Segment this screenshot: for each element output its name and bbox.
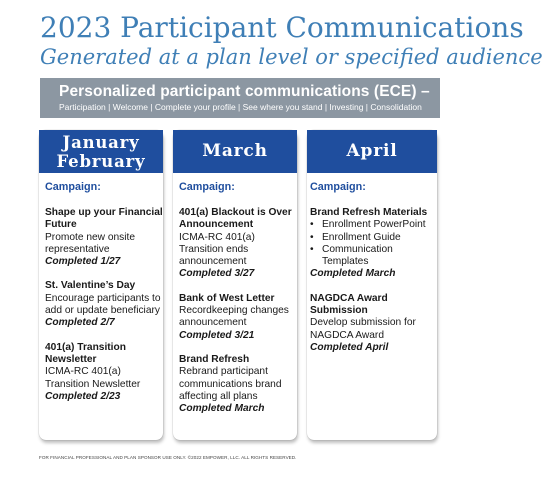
bullet-text: Communication Templates [322, 243, 393, 268]
card-header-line: March [202, 141, 268, 161]
item-status: Completed 2/7 [45, 317, 115, 329]
card-body [173, 173, 297, 415]
card-january-february [39, 130, 163, 440]
bullet-list [310, 219, 437, 268]
campaign-item [179, 293, 297, 342]
card-body [39, 173, 163, 403]
item-status: Completed March [179, 403, 265, 415]
card-april [307, 130, 437, 440]
item-status: Completed 3/27 [179, 268, 255, 280]
item-title: NAGDCA Award Submission [310, 292, 388, 317]
bullet-icon: • [310, 243, 314, 255]
item-title: Shape up your Financial Future [45, 207, 163, 231]
campaign-label: Campaign: [179, 181, 235, 193]
campaign-label: Campaign: [45, 181, 101, 193]
item-description: Recordkeeping changes announcement [179, 305, 289, 329]
campaign-item [45, 207, 163, 268]
bullet-text: Enrollment Guide [322, 231, 401, 243]
item-status: Completed 1/27 [45, 256, 121, 268]
campaign-label: Campaign: [310, 181, 366, 193]
item-description: Rebrand participant communications brand affecting all plans [179, 366, 282, 402]
item-description: Promote new onsite representative [45, 231, 136, 255]
item-status: Completed March [310, 268, 396, 280]
bullet-text: Enrollment PowerPoint [322, 219, 426, 231]
campaign-item [45, 280, 163, 329]
item-description: Encourage participants to add or update beneficiary [45, 292, 161, 317]
page-title: 2023 Participant Communications [40, 11, 524, 44]
bullet-icon: • [310, 219, 314, 231]
card-march [173, 130, 297, 440]
card-body [307, 173, 437, 354]
item-title: Bank of West Letter [179, 292, 275, 304]
campaign-item [310, 293, 437, 354]
item-title: 401(a) Transition Newsletter [45, 341, 126, 365]
item-description: ICMA-RC 401(a) Transition ends announcement [179, 231, 255, 268]
ece-banner [40, 78, 440, 118]
card-header [173, 130, 297, 173]
page-subtitle: Generated at a plan level or specified audience [40, 45, 543, 69]
card-header-line: February [56, 151, 146, 171]
bullet-icon: • [310, 231, 314, 243]
card-header-line: April [346, 141, 398, 161]
item-description: Develop submission for NAGDCA Award [310, 317, 416, 341]
bullet-item [310, 232, 437, 244]
item-status: Completed April [310, 341, 389, 353]
campaign-item [179, 354, 297, 415]
item-title: Brand Refresh Materials [310, 207, 428, 218]
item-title: St. Valentine’s Day [45, 280, 136, 292]
item-status: Completed 3/21 [179, 329, 255, 341]
campaign-item [45, 342, 163, 403]
banner-title: Personalized participant communications (ECE) – [59, 83, 430, 100]
footer-disclaimer: FOR FINANCIAL PROFESSIONAL AND PLAN SPONSOR USE ONLY. ©2022 EMPOWER, LLC. ALL RIGHTS RESERVED. [39, 455, 297, 460]
campaign-item [310, 207, 437, 281]
campaign-item [179, 207, 297, 281]
card-header [307, 130, 437, 173]
banner-subtitle: Participation | Welcome | Complete your profile | See where you stand | Investing | Consolidation [59, 102, 422, 112]
item-title: 401(a) Blackout is Over Announcement [179, 207, 292, 231]
bullet-item [310, 219, 437, 231]
item-status: Completed 2/23 [45, 390, 121, 402]
bullet-item [310, 244, 437, 269]
card-header-line: January [62, 132, 140, 152]
item-description: ICMA-RC 401(a) Transition Newsletter [45, 366, 141, 390]
item-title: Brand Refresh [179, 353, 250, 365]
card-header [39, 130, 163, 173]
